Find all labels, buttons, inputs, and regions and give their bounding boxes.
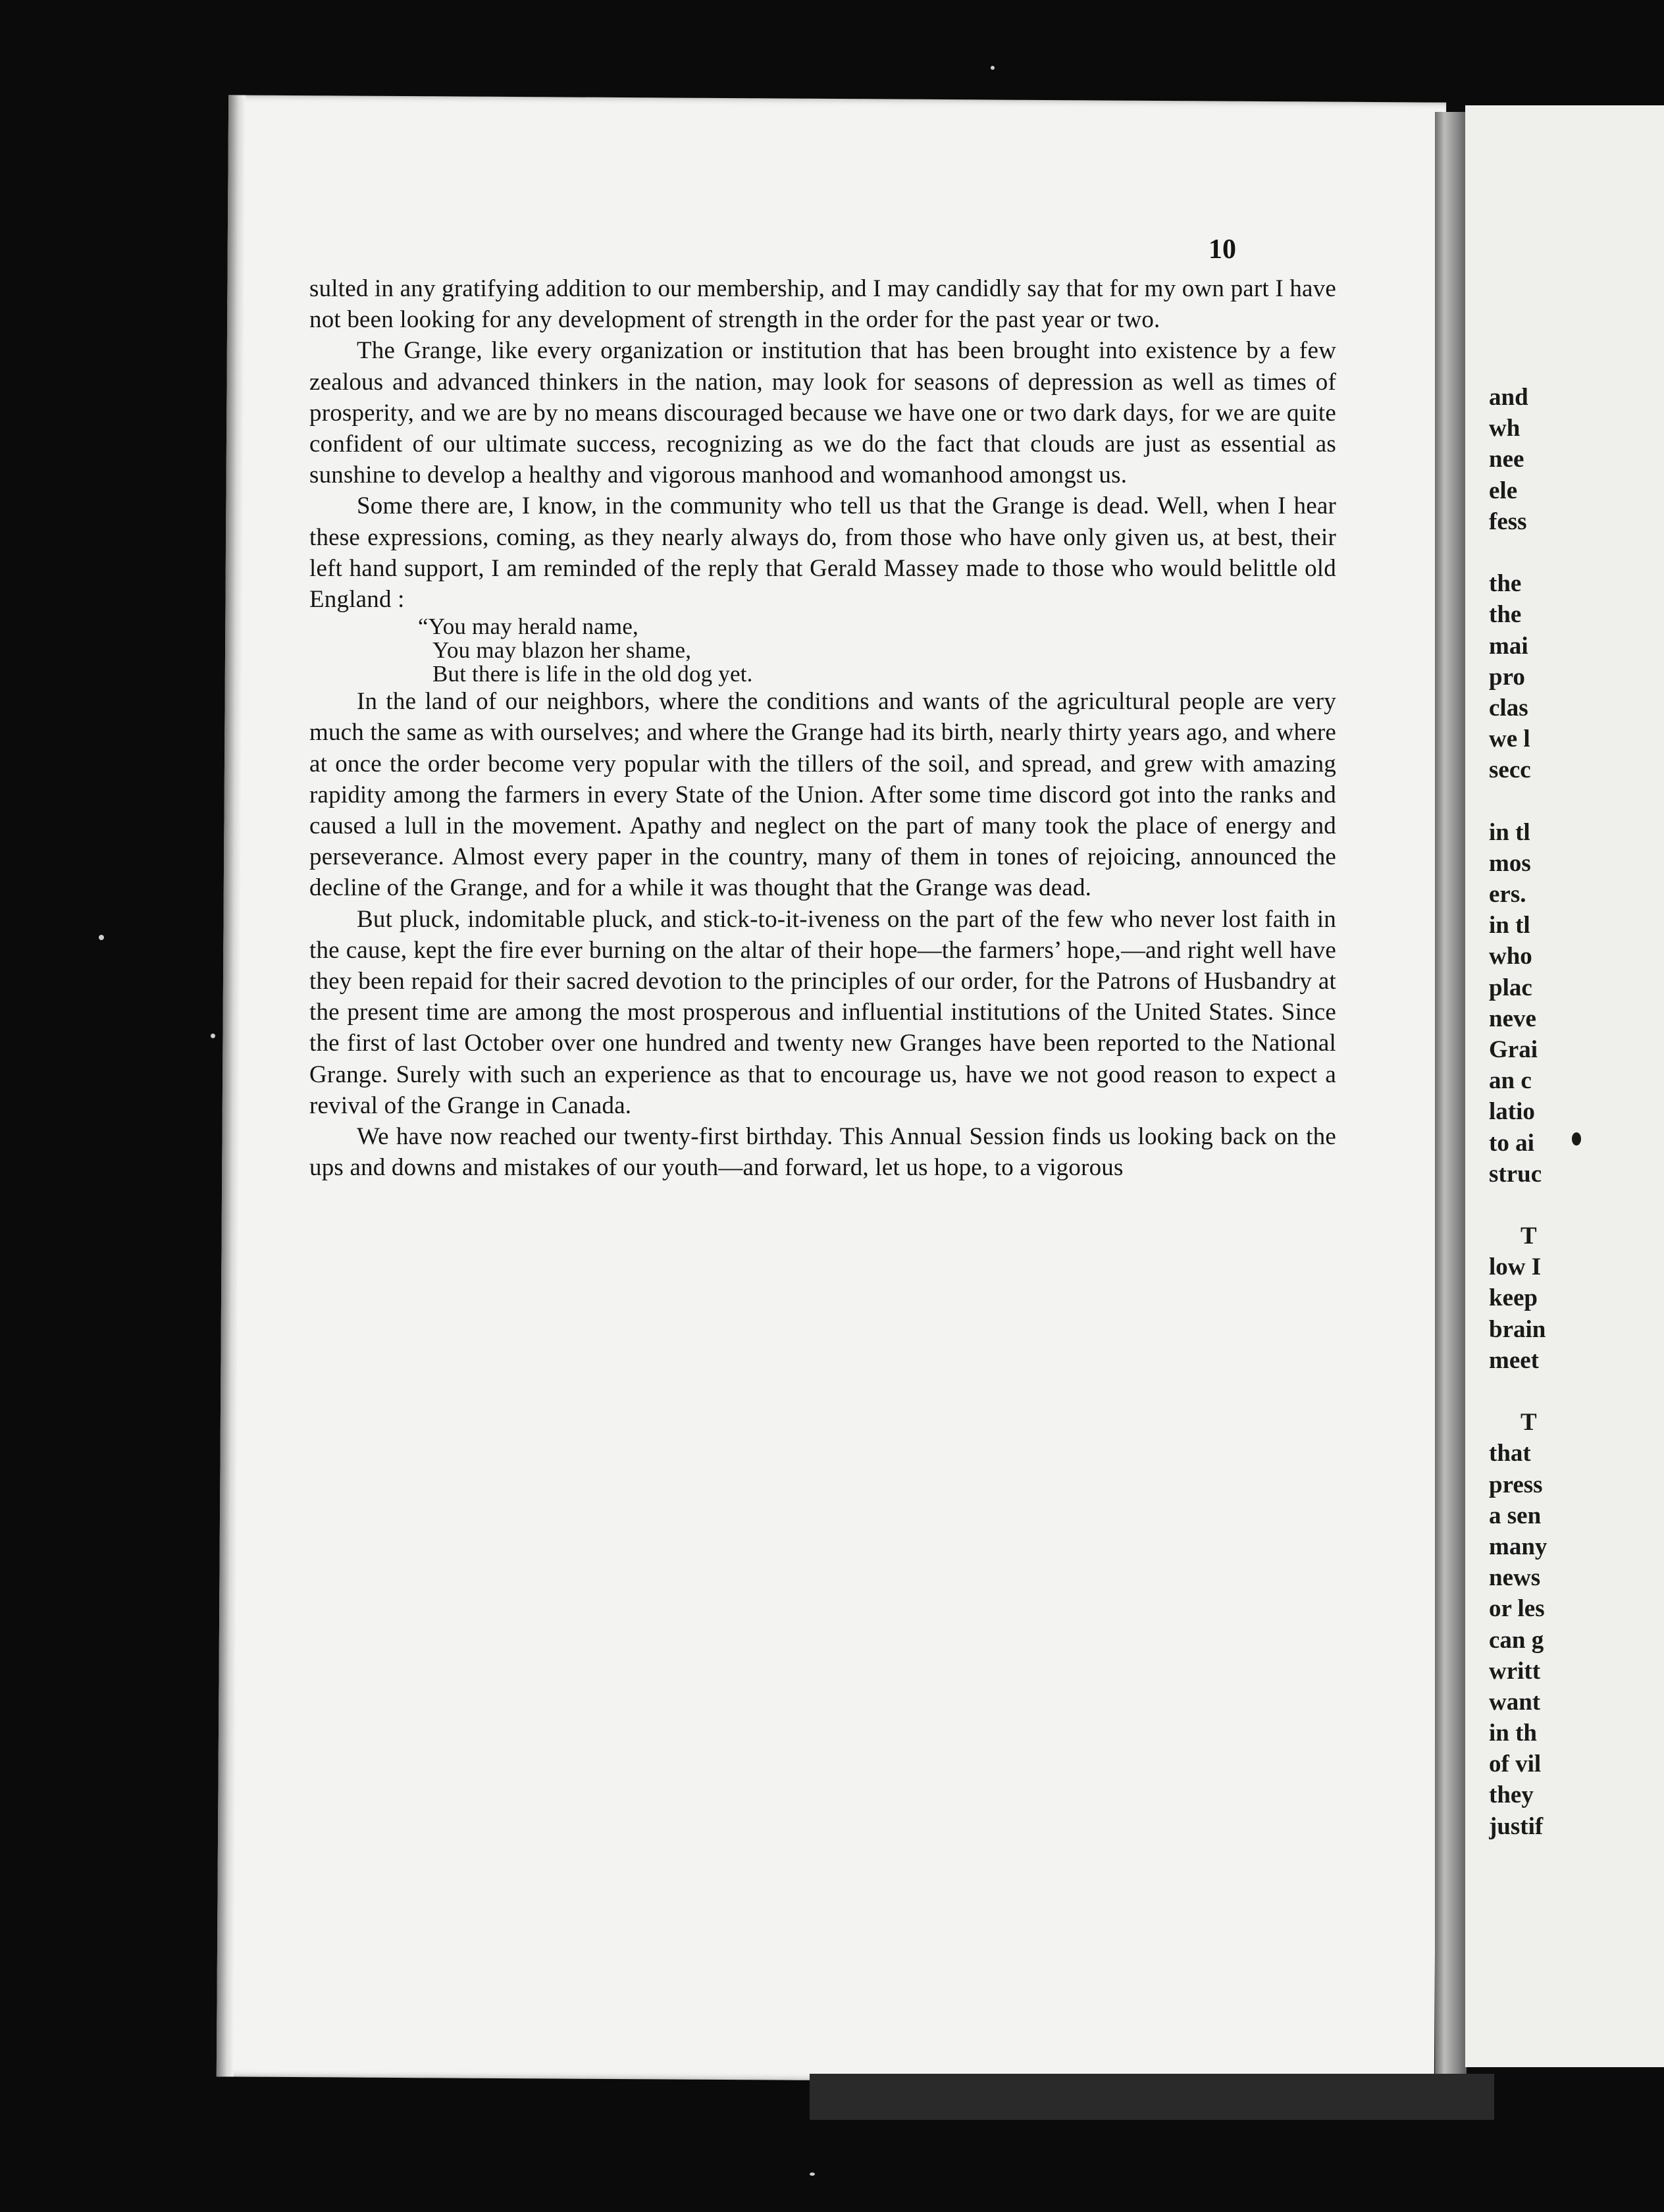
page-number: 10 (1209, 234, 1236, 265)
right-page-line-fragment: or les (1489, 1595, 1545, 1623)
dust-speck (211, 1034, 215, 1038)
right-page-line-fragment: can g (1489, 1626, 1544, 1654)
verse-line: But there is life in the old dog yet. (432, 661, 753, 687)
right-page-line-fragment: keep (1489, 1284, 1538, 1312)
right-page-line-fragment: an c (1489, 1067, 1532, 1095)
body-text (309, 273, 1336, 1183)
verse-line: You may blazon her shame, (432, 637, 692, 664)
right-page-line-fragment: many (1489, 1533, 1547, 1560)
right-page-line-fragment: a sen (1489, 1502, 1542, 1529)
right-page-line-fragment: in tl (1489, 912, 1530, 939)
right-page-line-fragment: and (1489, 384, 1528, 411)
right-page-line-fragment: T (1521, 1409, 1537, 1436)
paragraph: Some there are, I know, in the community who tell us that the Grange is dead. Well, when I hear these expressions, coming, as they nearly always do, from those who have only given us, at best, their left hand support, I am reminded of the reply that Gerald Massey made to those who would belittle old England : (309, 492, 1336, 614)
verse-line: “You may herald name, (418, 614, 639, 640)
right-page-line-fragment: the (1489, 601, 1522, 629)
paragraph: The Grange, like every organization or institution that has been brought into existence by a few zealous and advanced thinkers in the nation, may look for seasons of depression as well as times of prosperity, and we are by no means discouraged because we have one or two dark days, for we are quite confident of our ultimate success, recognizing as we do the fact that clouds are just as essential as sunshine to develop a healthy and vigorous manhood and womanhood amongst us. (309, 337, 1336, 489)
right-page-line-fragment: that (1489, 1440, 1531, 1467)
right-page-line-fragment: in tl (1489, 818, 1530, 846)
paragraph: But pluck, indomitable pluck, and stick-to-it-iveness on the part of the few who never lost faith in the cause, kept the fire ever burning on the altar of their hope—the farmers’ hope,—and right well have they been repaid for their sacred devotion to the principles of our order, for the Patrons of Husbandry at the present time are among the most prosperous and influential institutions of the United States. Since the first of last October over one hundred and twenty new Granges have been reported to the National Grange. Surely with such an experience as that to encourage us, have we not good reason to expect a revival of the Grange in Canada. (309, 905, 1336, 1119)
paragraph: sulted in any gratifying addition to our membership, and I may candidly say that for my own part I have not been looking for any development of strength in the order for the past year or two. (309, 275, 1336, 334)
dust-speck (99, 935, 104, 940)
right-page-line-fragment: the (1489, 570, 1522, 598)
line-gap (1489, 1376, 1660, 1407)
right-page-line-fragment: in th (1489, 1720, 1538, 1747)
right-page-line-fragment: press (1489, 1471, 1543, 1498)
book-gutter (1435, 112, 1467, 2074)
right-page-line-fragment: to ai (1489, 1129, 1534, 1157)
line-gap (1489, 537, 1660, 568)
right-page-line-fragment: low I (1489, 1253, 1542, 1281)
line-gap (1489, 1190, 1660, 1221)
right-page-line-fragment: mai (1489, 632, 1528, 660)
right-page-line-fragment: brain (1489, 1315, 1546, 1343)
right-page-line-fragment: writt (1489, 1657, 1541, 1685)
line-gap (1489, 785, 1660, 816)
ink-speck (1572, 1132, 1581, 1146)
page-bottom-shadow (810, 2074, 1494, 2120)
right-page-text-fragments (1489, 382, 1660, 1842)
right-page-line-fragment: secc (1489, 756, 1531, 784)
right-page-line-fragment: of vil (1489, 1751, 1542, 1778)
right-page-line-fragment: T (1521, 1223, 1537, 1250)
verse-quote (309, 615, 1336, 686)
right-page-line-fragment: wh (1489, 415, 1521, 442)
right-page-line-fragment: pro (1489, 663, 1525, 691)
right-page-line-fragment: want (1489, 1688, 1541, 1716)
right-page-line-fragment: nee (1489, 446, 1524, 473)
right-page-line-fragment: neve (1489, 1005, 1536, 1032)
right-page-line-fragment: mos (1489, 849, 1531, 877)
right-page-line-fragment: struc (1489, 1160, 1542, 1188)
dust-speck (991, 66, 995, 70)
dust-speck (810, 2172, 815, 2176)
right-page-line-fragment: ele (1489, 477, 1518, 504)
right-page-line-fragment: news (1489, 1564, 1541, 1592)
right-page-line-fragment: meet (1489, 1346, 1539, 1374)
right-page-line-fragment: justif (1489, 1812, 1544, 1840)
right-page-line-fragment: fess (1489, 508, 1527, 535)
right-page-line-fragment: clas (1489, 694, 1528, 722)
paragraph: We have now reached our twenty-first birthday. This Annual Session finds us looking back on the ups and downs and mistakes of our youth—and forward, let us hope, to a vigorous (309, 1123, 1336, 1182)
right-page-line-fragment: plac (1489, 974, 1532, 1001)
right-page-line-fragment: we l (1489, 725, 1530, 753)
right-page-line-fragment: latio (1489, 1098, 1535, 1126)
right-page-line-fragment: Grai (1489, 1036, 1538, 1063)
right-page-line-fragment: who (1489, 943, 1532, 970)
right-page-line-fragment: they (1489, 1781, 1534, 1809)
paragraph: In the land of our neighbors, where the conditions and wants of the agricultural people are very much the same as with ourselves; and where the Grange had its birth, nearly thirty years ago, and where at once the order become very popular with the tillers of the soil, and spread, and grew with amazing rapidity among the farmers in every State of the Union. After some time discord got into the ranks and caused a lull in the movement. Apathy and neglect on the part of many took the place of energy and perseverance. Almost every paper in the country, many of them in tones of rejoicing, announced the decline of the Grange, and for a while it was thought that the Grange was dead. (309, 688, 1336, 902)
right-page-line-fragment: ers. (1489, 881, 1526, 908)
